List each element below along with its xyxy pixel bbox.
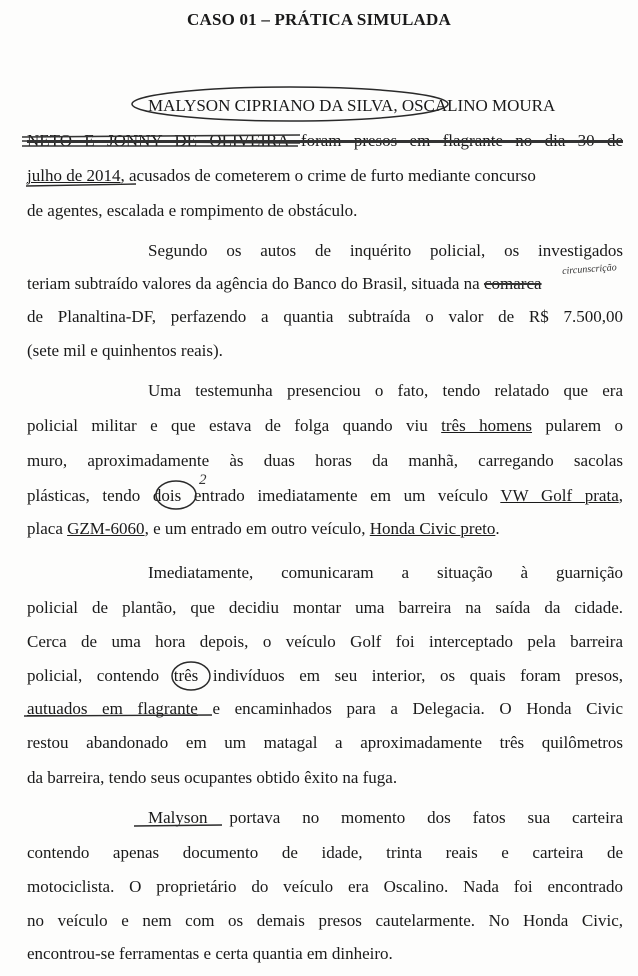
p5-line1: Malyson portava no momento dos fatos sua carteira	[148, 808, 623, 827]
p1-line4: de agentes, escalada e rompimento de obstáculo.	[27, 201, 358, 220]
p3-line4: plásticas, tendo dois entrado imediatamente em um veículo VW Golf prata,	[27, 486, 623, 505]
vw-golf-underlined: VW Golf prata	[500, 486, 619, 505]
p5-line2: contendo apenas documento de idade, trinta reais e carteira de	[27, 843, 623, 862]
p3-line5: placa GZM-6060, e um entrado em outro veículo, Honda Civic preto.	[27, 519, 500, 538]
p5-line4: no veículo e nem com os demais presos cautelarmente. No Honda Civic,	[27, 911, 623, 930]
p4-line1: Imediatamente, comunicaram a situação à guarnição	[148, 563, 623, 582]
p3-line3: muro, aproximadamente às duas horas da manhã, carregando sacolas	[27, 451, 623, 470]
p4-line3: Cerca de uma hora depois, o veículo Golf foi interceptado pela barreira	[27, 632, 623, 651]
margin-note-text: circunscrição	[561, 262, 618, 277]
page-title: CASO 01 – PRÁTICA SIMULADA	[186, 10, 451, 29]
p2-line3: de Planaltina-DF, perfazendo a quantia subtraída o valor de R$ 7.500,00	[27, 307, 623, 326]
date-underlined: julho de 2014	[27, 166, 121, 185]
struck-names: NETO E JONNY DE OLIVEIRA foram presos em flagrante no dia 30 de	[27, 131, 623, 150]
p4-line5: autuados em flagrante e encaminhados para a Delegacia. O Honda Civic	[27, 699, 623, 718]
p4-line4: policial, contendo três indivíduos em seu interior, os quais foram presos,	[27, 666, 623, 685]
tres-homens-underlined: três homens	[441, 416, 532, 435]
p1-line2	[27, 130, 623, 152]
p4-line7: da barreira, tendo seus ocupantes obtido êxito na fuga.	[27, 768, 398, 787]
p2-line2: teriam subtraído valores da agência do Banco do Brasil, situada na comarca	[27, 274, 542, 293]
number-note-text: 2	[199, 472, 207, 488]
p1-line3: julho de 2014, acusados de cometerem o crime de furto mediante concurso	[27, 166, 536, 185]
p2-line4: (sete mil e quinhentos reais).	[27, 341, 223, 360]
p3-line2: policial militar e que estava de folga quando viu três homens pularem o	[27, 416, 623, 435]
p5-line5: encontrou-se ferramentas e certa quantia em dinheiro.	[27, 944, 393, 963]
p3-line1: Uma testemunha presenciou o fato, tendo relatado que era	[148, 381, 623, 400]
honda-civic-underlined: Honda Civic preto	[369, 519, 496, 538]
p2-line1: Segundo os autos de inquérito policial, os investigados	[148, 241, 623, 260]
dois-circled: dois	[152, 486, 182, 505]
malyson-underlined: Malyson	[148, 808, 208, 827]
p5-line3: motociclista. O proprietário do veículo era Oscalino. Nada foi encontrado	[27, 877, 623, 896]
placa-underlined: GZM-6060	[67, 519, 145, 538]
autuados-underlined: autuados em flagrante	[27, 699, 198, 718]
struck-comarca: comarca	[483, 274, 542, 293]
tres-circled: três	[173, 666, 199, 685]
p4-line2: policial de plantão, que decidiu montar uma barreira na saída da cidade.	[27, 598, 623, 617]
p1-line1: MALYSON CIPRIANO DA SILVA, OSCALINO MOURA	[148, 96, 556, 115]
p4-line6: restou abandonado em um matagal a aproximadamente três quilômetros	[27, 733, 623, 752]
